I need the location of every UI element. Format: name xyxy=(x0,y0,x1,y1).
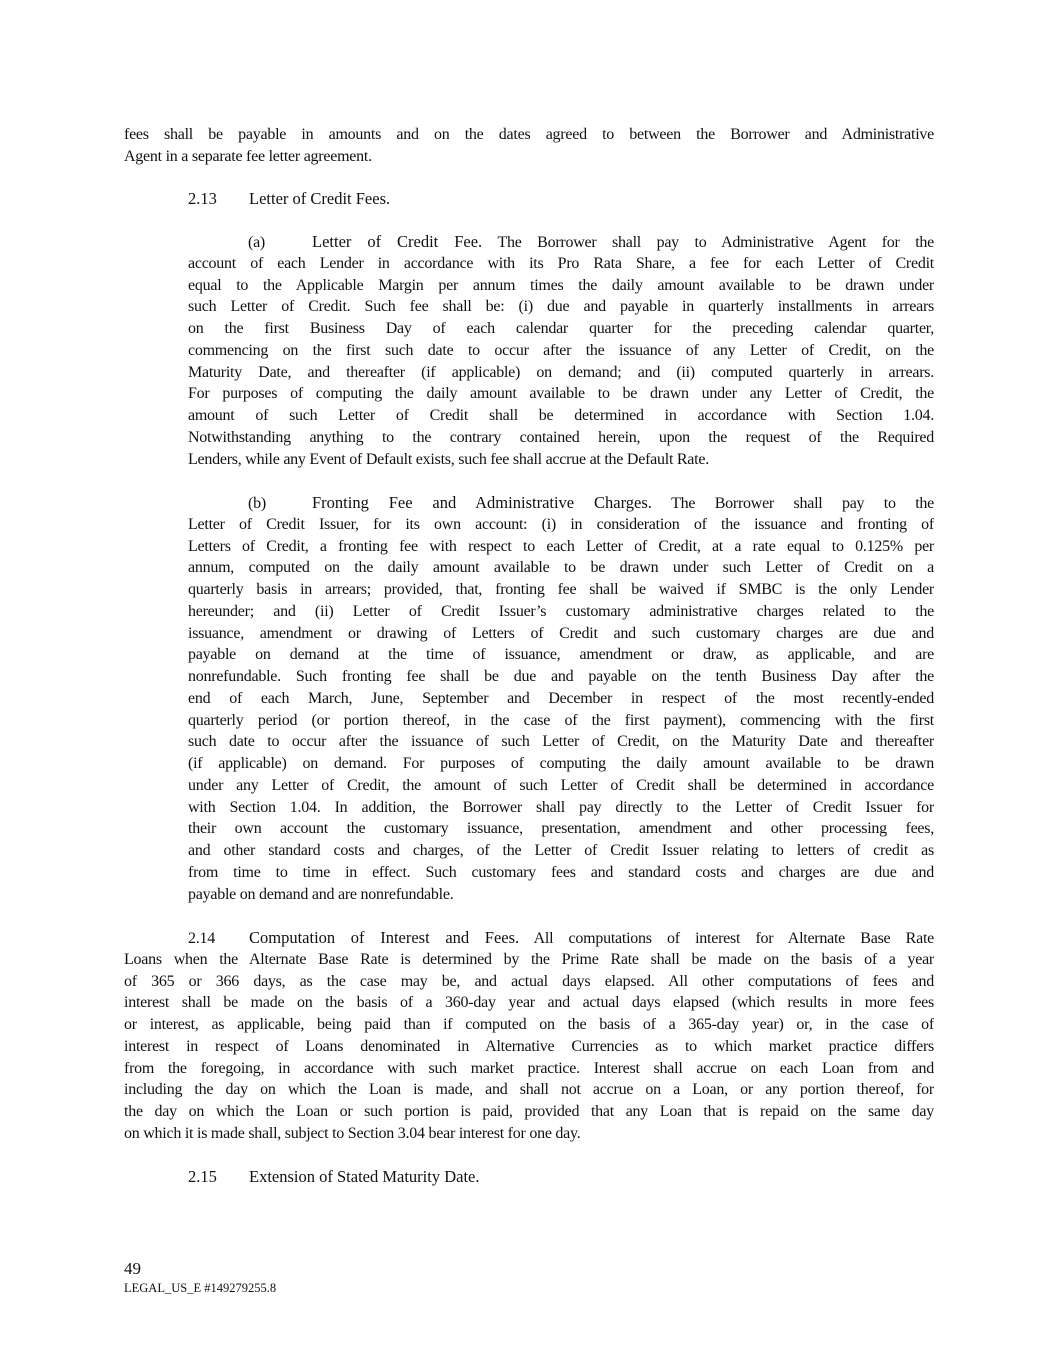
section-title: Extension of Stated Maturity Date. xyxy=(249,1167,480,1186)
section-2-15-heading xyxy=(188,1166,480,1188)
text-line: Loans when the Alternate Base Rate is determined by the Prime Rate shall be made on the basis of a year xyxy=(124,950,934,968)
text-run: All computations of interest for Alternate Base Rate xyxy=(533,930,934,947)
section-number: 2.14 xyxy=(188,930,215,947)
text-line: and other standard costs and charges, of the Letter of Credit Issuer relating to letters of credit as xyxy=(188,842,934,859)
text-line: or interest, as applicable, being paid than if computed on the basis of a 365-day year) or, in the case of xyxy=(124,1016,934,1033)
text-line: Notwithstanding anything to the contrary contained herein, upon the request of the Required xyxy=(188,428,934,446)
text-line-first xyxy=(188,231,934,253)
text-line: from the foregoing, in accordance with such market practice. Interest shall accrue on each Loan from and xyxy=(124,1059,934,1077)
page-number: 49 xyxy=(124,1259,141,1278)
section-number: 2.13 xyxy=(188,189,217,208)
paragraph-b xyxy=(188,492,934,905)
section-number: 2.15 xyxy=(188,1167,217,1186)
text-line: account of each Lender in accordance with its Pro Rata Share, a fee for each Letter of Credit xyxy=(188,254,934,272)
text-line: equal to the Applicable Margin per annum times the daily amount available to be drawn under xyxy=(188,276,934,294)
intro-paragraph xyxy=(124,124,934,168)
text-line: payable on demand and are nonrefundable. xyxy=(188,885,454,903)
text-line: amount of such Letter of Credit shall be determined in accordance with Section 1.04. xyxy=(188,407,934,424)
text-line: nonrefundable. Such fronting fee shall be due and payable on the tenth Business Day after the xyxy=(188,668,934,685)
text-line: of 365 or 366 days, as the case may be, and actual days elapsed. All other computations of fees and xyxy=(124,972,934,990)
text-line: annum, computed on the daily amount available to be drawn under such Letter of Credit on a xyxy=(188,559,934,577)
section-2-14-paragraph xyxy=(124,927,934,1145)
text-run: The Borrower shall pay to Administrative Agent for the xyxy=(497,234,934,251)
text-line: their own account the customary issuance, presentation, amendment and other processing fees, xyxy=(188,820,934,838)
text-line: Maturity Date, and thereafter (if applicable) on demand; and (ii) computed quarterly in arrears. xyxy=(188,363,934,381)
text-line: interest shall be made on the basis of a 360-day year and actual days elapsed (which results in more fees xyxy=(124,994,934,1012)
document-id: LEGAL_US_E #149279255.8 xyxy=(124,1281,277,1295)
section-title: Letter of Credit Fees. xyxy=(249,189,391,208)
text-line: including the day on which the Loan is made, and shall not accrue on a Loan, or any portion thereof, for xyxy=(124,1081,934,1099)
subsection-label: (a) xyxy=(248,234,266,251)
text-line: interest in respect of Loans denominated in Alternative Currencies as to which market practice differs xyxy=(124,1037,934,1055)
text-line: Letter of Credit Issuer, for its own account: (i) in consideration of the issuance and fronting of xyxy=(188,515,934,533)
text-line: from time to time in effect. Such customary fees and standard costs and charges are due and xyxy=(188,863,934,881)
text-line: fees shall be payable in amounts and on the dates agreed to between the Borrower and Administrative xyxy=(124,126,934,143)
text-line: payable on demand at the time of issuance, amendment or draw, as applicable, and are xyxy=(188,646,934,664)
paragraph-heading: Computation of Interest and Fees. xyxy=(249,928,520,947)
text-line: commencing on the first such date to occur after the issuance of any Letter of Credit, on the xyxy=(188,341,934,359)
text-line: the day on which the Loan or such portion is paid, provided that any Loan that is repaid on the same day xyxy=(124,1103,934,1120)
text-line: such date to occur after the issuance of such Letter of Credit, on the Maturity Date and thereafter xyxy=(188,733,934,751)
text-line: on which it is made shall, subject to Section 3.04 bear interest for one day. xyxy=(124,1124,581,1142)
text-line: end of each March, June, September and December in respect of the most recently-ended xyxy=(188,689,934,707)
text-line: For purposes of computing the daily amount available to be drawn under any Letter of Credit, the xyxy=(188,385,934,403)
text-line: Agent in a separate fee letter agreement. xyxy=(124,147,372,165)
text-line: such Letter of Credit. Such fee shall be: (i) due and payable in quarterly installments in arrears xyxy=(188,298,934,316)
text-line-first xyxy=(124,927,934,949)
text-run: The Borrower shall pay to the xyxy=(671,495,934,512)
text-line: issuance, amendment or drawing of Letters of Credit and such customary charges are due and xyxy=(188,624,934,642)
text-line: hereunder; and (ii) Letter of Credit Issuer’s customary administrative charges related to the xyxy=(188,602,934,620)
text-line-first xyxy=(188,492,934,514)
text-line: with Section 1.04. In addition, the Borrower shall pay directly to the Letter of Credit Issuer for xyxy=(188,798,934,816)
section-2-13-heading xyxy=(188,188,390,210)
text-line: Letters of Credit, a fronting fee with respect to each Letter of Credit, at a rate equal to 0.125% per xyxy=(188,537,934,555)
paragraph-a xyxy=(188,231,934,470)
paragraph-heading: Letter of Credit Fee. xyxy=(312,232,483,251)
text-line: under any Letter of Credit, the amount of such Letter of Credit shall be determined in accordance xyxy=(188,776,934,794)
text-line: (if applicable) on demand. For purposes of computing the daily amount available to be drawn xyxy=(188,755,934,772)
text-line: on the first Business Day of each calendar quarter for the preceding calendar quarter, xyxy=(188,320,934,337)
paragraph-heading: Fronting Fee and Administrative Charges. xyxy=(312,493,652,512)
text-line: Lenders, while any Event of Default exists, such fee shall accrue at the Default Rate. xyxy=(188,450,709,468)
text-line: quarterly basis in arrears; provided, that, fronting fee shall be waived if SMBC is the only Lender xyxy=(188,581,934,598)
subsection-label: (b) xyxy=(248,495,266,512)
text-line: quarterly period (or portion thereof, in the case of the first payment), commencing with the first xyxy=(188,711,934,729)
